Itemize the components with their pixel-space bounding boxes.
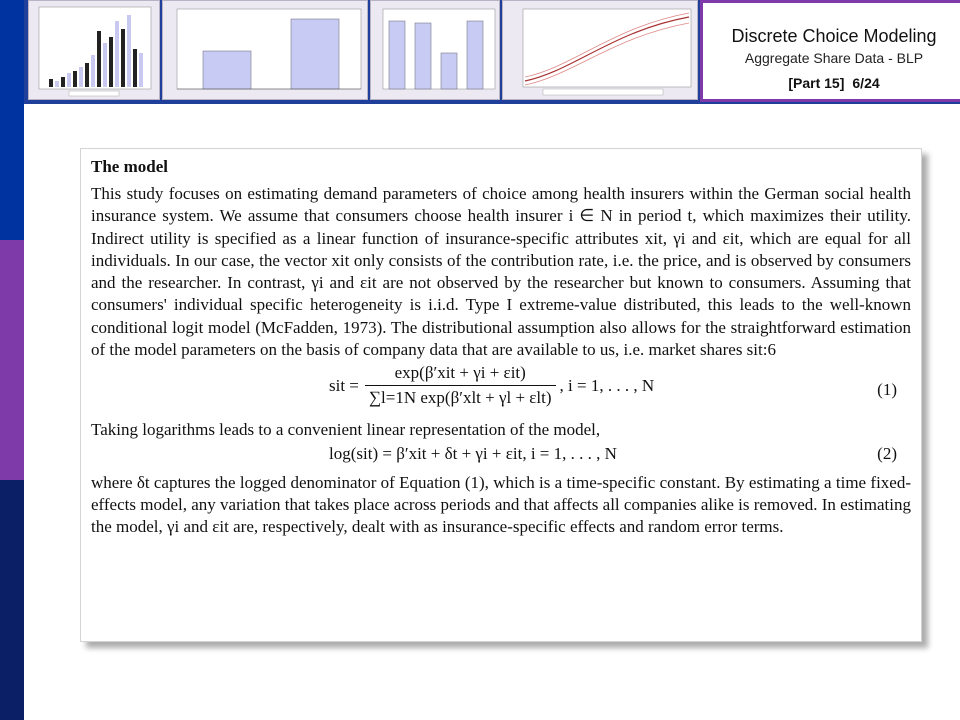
slide-number: 6/24 [852,75,880,91]
slide-part-label [703,75,960,91]
equation-2-number: (2) [877,443,897,463]
equation-1-denominator: ∑l=1N exp(β′xlt + γl + εlt) [368,388,552,408]
left-bar-purple [0,240,24,480]
equation-1-rhs: , i = 1, . . . , N [559,375,655,395]
thumbnail-bar-two [162,0,368,100]
equation-1 [91,361,911,419]
paragraph-1: This study focuses on estimating demand parameters of choice among health insurers within the German social health insurance system. We assume that consumers choose health insurer i ∈ N in period t, which maximizes their utility. Indirect utility is specified as a linear function of insurance-specific attributes xit, γi and εit, which are equal for all individuals. In our case, the vector xit only consists of the contribution rate, i.e. the price, and is observed by consumers and the researcher. In contrast, γi and εit are not observed by the researcher but known to consumers. Assuming that consumers' individual specific heterogeneity is i.i.d. Type I extreme-value distributed, this leads to the well-known conditional logit model (McFadden, 1973). The distributional assumption also allows for the straightforward estimation of the model parameters on the basis of company data that are available to us, i.e. market shares sit:6 [91,184,911,360]
document-excerpt [80,148,922,642]
equation-2-text: log(sit) = β′xit + δt + γi + εit, i = 1, . . . , N [329,443,617,463]
left-bar-navy [0,480,24,720]
thumbnail-bar-four [370,0,500,100]
slide-subtitle: Aggregate Share Data - BLP [744,50,924,66]
equation-2 [91,442,911,472]
slide-title-box [700,0,960,102]
equation-1-numerator: exp(β′xit + γi + εit) [365,363,556,386]
part-label: [Part 15] [788,75,845,91]
equation-1-number: (1) [877,380,897,400]
equation-1-fraction [365,363,556,408]
thumbnail-partial-effects [502,0,698,100]
equation-1-lhs: sit = [329,375,359,395]
thumbnail-histogram [28,0,160,100]
left-decor-bar [0,0,24,720]
paragraph-2: Taking logarithms leads to a convenient linear representation of the model, [91,420,601,440]
header-banner [24,0,960,104]
left-bar-blue [0,0,24,240]
document-heading: The model [91,157,168,176]
paragraph-3: where δt captures the logged denominator of Equation (1), which is a time-specific constant. By estimating a time fixed-effects model, any variation that takes place across periods and that affects all companies alike is removed. In estimating the model, γi and εit are, respectively, dealt with as insurance-specific effects and random error terms. [91,472,911,537]
slide-title: Discrete Choice Modeling [731,26,937,46]
